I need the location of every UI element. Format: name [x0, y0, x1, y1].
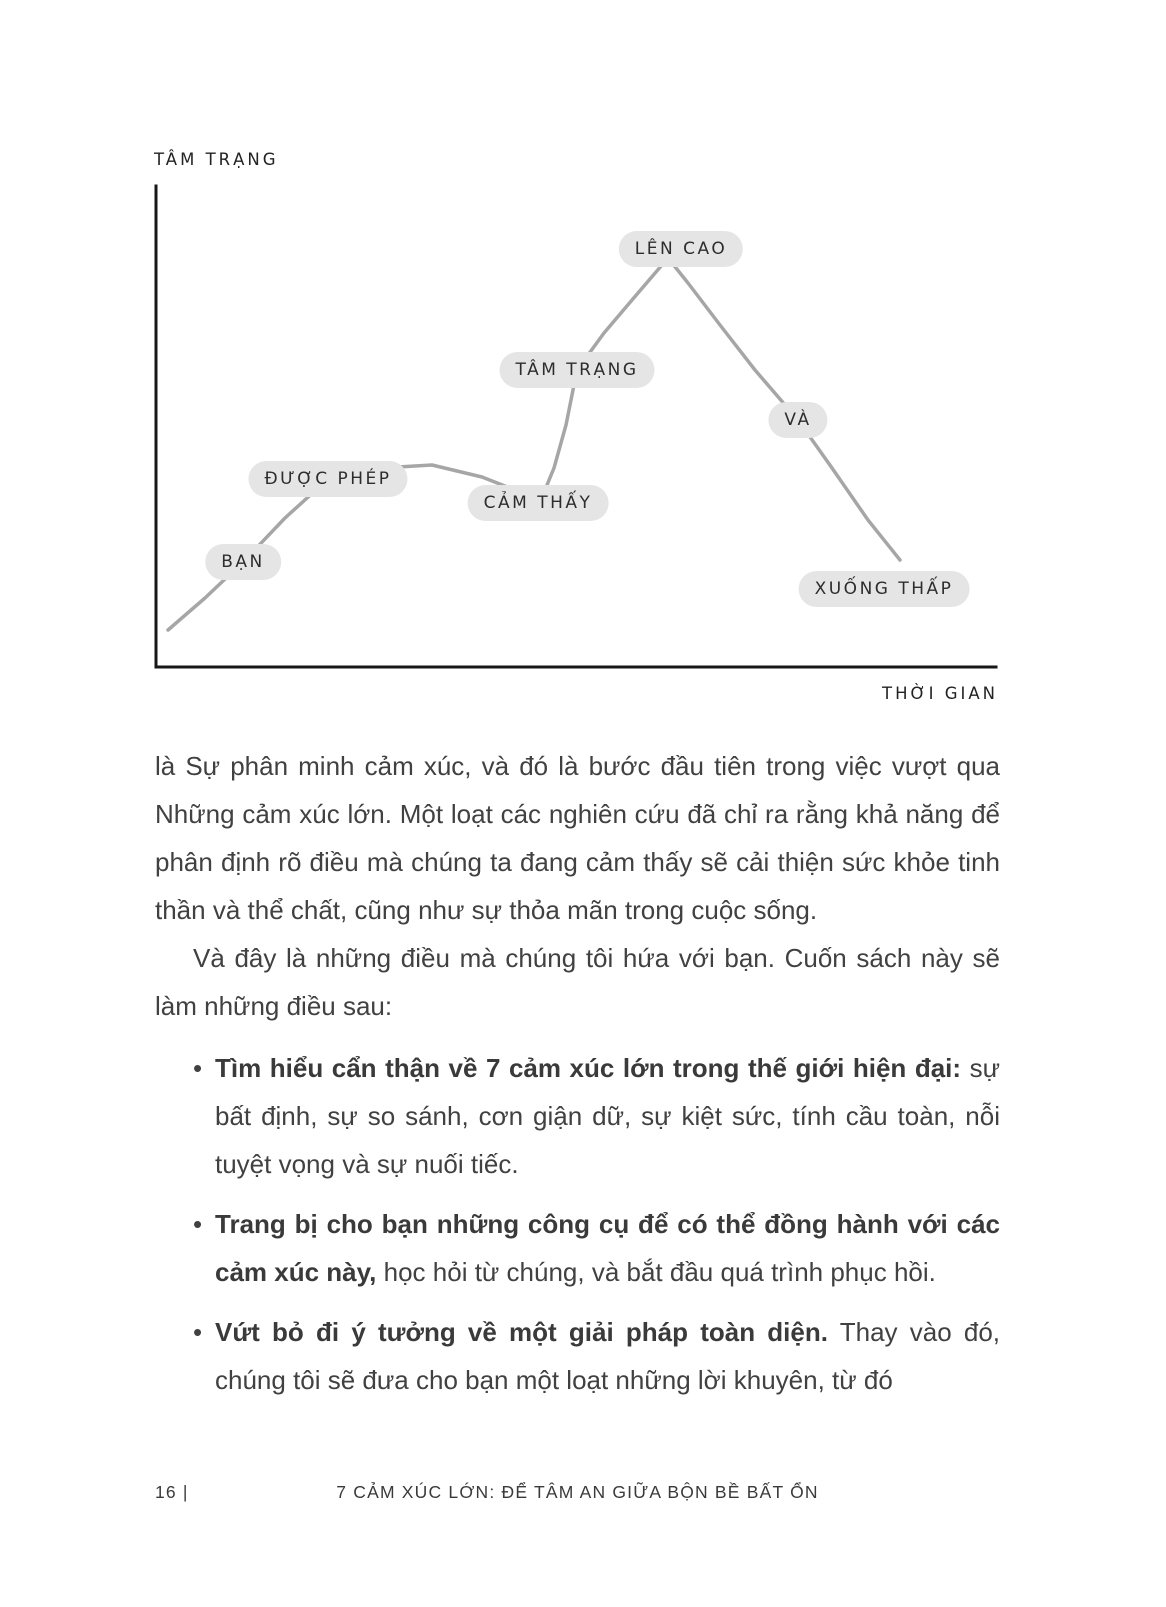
page-footer	[155, 1482, 1000, 1503]
bullet-marker: •	[193, 1209, 203, 1239]
y-axis-label: TÂM TRẠNG	[154, 150, 279, 169]
x-axis-label: THỜI GIAN	[882, 684, 998, 703]
bullet-list	[155, 1044, 1000, 1404]
running-book-title: 7 CẢM XÚC LỚN: ĐỂ TÂM AN GIỮA BỘN BỀ BẤT ỔN	[336, 1482, 819, 1502]
chart-node-pill: CẢM THẤY	[468, 485, 609, 521]
bullet-bold-text: Trang bị cho bạn những công cụ để có thể đồng hành với các cảm xúc này,	[215, 1209, 1000, 1287]
bullet-bold-text: Tìm hiểu cẩn thận về 7 cảm xúc lớn trong thế giới hiện đại:	[215, 1053, 962, 1083]
bullet-bold-text: Vứt bỏ đi ý tưởng về một giải pháp toàn diện.	[215, 1317, 828, 1347]
chart-node-pill: VÀ	[768, 402, 827, 438]
chart-node-pill: TÂM TRẠNG	[500, 352, 655, 388]
bullet-rest-text: học hỏi từ chúng, và bắt đầu quá trình phục hồi.	[383, 1257, 936, 1287]
page-body	[155, 742, 1000, 1404]
bullet-item-2	[155, 1200, 1000, 1296]
chart-nodes	[0, 0, 1166, 740]
chart-node-pill: LÊN CAO	[619, 231, 743, 267]
bullet-rest-text: Thay vào đó, chúng tôi sẽ đưa cho bạn một loạt những lời khuyên, từ đó	[215, 1317, 1001, 1395]
chart-node-pill: ĐƯỢC PHÉP	[248, 461, 407, 497]
bullet-item-1	[155, 1044, 1000, 1188]
paragraph-1: là Sự phân minh cảm xúc, và đó là bước đầu tiên trong việc vượt qua Những cảm xúc lớn. Một loạt các nghiên cứu đã chỉ ra rằng khả năng để phân định rõ điều mà chúng ta đang cảm thấy sẽ cải thiện sức khỏe tinh thần và thể chất, cũng như sự thỏa mãn trong cuộc sống.	[155, 751, 1000, 925]
chart-node-pill: BẠN	[205, 544, 281, 580]
paragraph-2: Và đây là những điều mà chúng tôi hứa với bạn. Cuốn sách này sẽ làm những điều sau:	[155, 943, 1000, 1021]
bullet-rest-text: sự bất định, sự so sánh, cơn giận dữ, sự kiệt sức, tính cầu toàn, nỗi tuyệt vọng và sự nuối tiếc.	[215, 1053, 1000, 1179]
chart-node-pill: XUỐNG THẤP	[799, 571, 970, 607]
bullet-marker: •	[193, 1317, 203, 1347]
bullet-item-3	[155, 1308, 1000, 1404]
mood-chart	[0, 0, 1166, 740]
bullet-marker: •	[193, 1053, 203, 1083]
page-number: 16 |	[155, 1482, 189, 1502]
